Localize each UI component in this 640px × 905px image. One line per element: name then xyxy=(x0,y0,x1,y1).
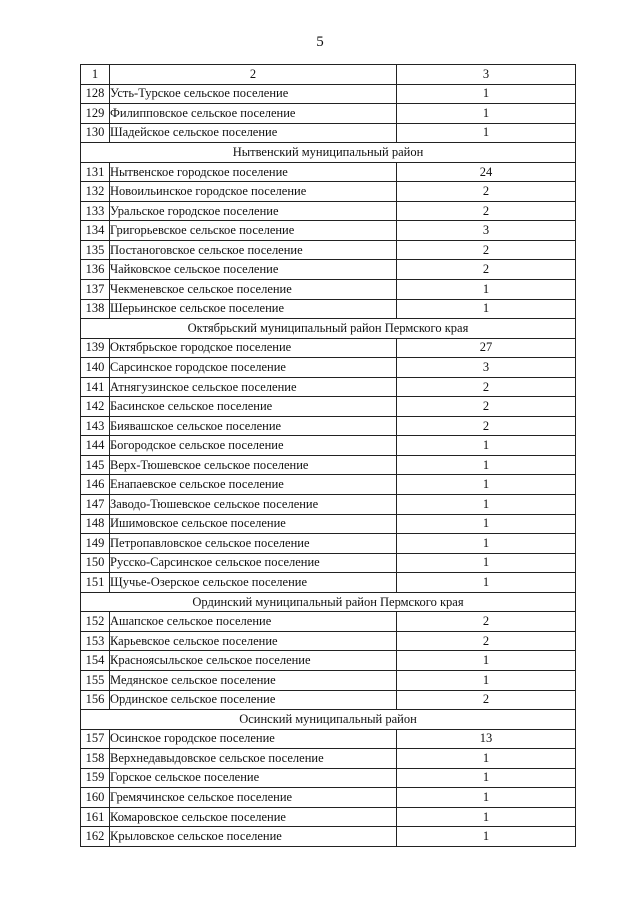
row-number-cell: 156 xyxy=(81,690,110,710)
settlement-name-cell: Басинское сельское поселение xyxy=(110,397,397,417)
settlement-name-cell: Постаноговское сельское поселение xyxy=(110,240,397,260)
quantity-cell: 1 xyxy=(397,749,576,769)
settlement-name-cell: Сарсинское городское поселение xyxy=(110,358,397,378)
row-number-cell: 131 xyxy=(81,162,110,182)
settlement-name-cell: Петропавловское сельское поселение xyxy=(110,534,397,554)
settlement-name-cell: Ординское сельское поселение xyxy=(110,690,397,710)
quantity-cell: 3 xyxy=(397,221,576,241)
table-row xyxy=(81,475,576,495)
settlement-name-cell: Чекменевское сельское поселение xyxy=(110,280,397,300)
quantity-cell: 1 xyxy=(397,788,576,808)
settlement-name-cell: Шадейское сельское поселение xyxy=(110,123,397,143)
section-title-cell: Осинский муниципальный район xyxy=(81,710,576,730)
row-number-cell: 146 xyxy=(81,475,110,495)
table-row xyxy=(81,729,576,749)
quantity-cell: 1 xyxy=(397,104,576,124)
table-row xyxy=(81,260,576,280)
settlement-name-cell: Заводо-Тюшевское сельское поселение xyxy=(110,495,397,515)
row-number-cell: 160 xyxy=(81,788,110,808)
settlement-name-cell: Верхнедавыдовское сельское поселение xyxy=(110,749,397,769)
settlement-name-cell: Енапаевское сельское поселение xyxy=(110,475,397,495)
quantity-cell: 1 xyxy=(397,514,576,534)
table-row xyxy=(81,358,576,378)
row-number-cell: 137 xyxy=(81,280,110,300)
quantity-cell: 2 xyxy=(397,201,576,221)
quantity-cell: 1 xyxy=(397,299,576,319)
quantity-cell: 1 xyxy=(397,670,576,690)
table-row xyxy=(81,201,576,221)
table-row xyxy=(81,84,576,104)
quantity-cell: 24 xyxy=(397,162,576,182)
row-number-cell: 142 xyxy=(81,397,110,417)
table-row xyxy=(81,299,576,319)
table-row xyxy=(81,690,576,710)
page-number: 5 xyxy=(316,34,324,50)
table-row xyxy=(81,280,576,300)
settlement-name-cell: Русско-Сарсинское сельское поселение xyxy=(110,553,397,573)
quantity-cell: 2 xyxy=(397,631,576,651)
table-row xyxy=(81,553,576,573)
row-number-cell: 139 xyxy=(81,338,110,358)
quantity-cell: 2 xyxy=(397,416,576,436)
row-number-cell: 149 xyxy=(81,534,110,554)
settlement-name-cell: Ишимовское сельское поселение xyxy=(110,514,397,534)
settlement-name-cell: Красноясыльское сельское поселение xyxy=(110,651,397,671)
table-row xyxy=(81,670,576,690)
settlement-name-cell: Верх-Тюшевское сельское поселение xyxy=(110,455,397,475)
settlement-name-cell: Крыловское сельское поселение xyxy=(110,827,397,847)
row-number-cell: 133 xyxy=(81,201,110,221)
settlement-name-cell: Бияваш​ское сельское поселение xyxy=(110,416,397,436)
row-number-cell: 152 xyxy=(81,612,110,632)
settlement-name-cell: Новоильинское городское поселение xyxy=(110,182,397,202)
settlement-name-cell: Григорьевское сельское поселение xyxy=(110,221,397,241)
row-number-cell: 148 xyxy=(81,514,110,534)
table-row xyxy=(81,182,576,202)
table-row xyxy=(81,104,576,124)
quantity-cell: 27 xyxy=(397,338,576,358)
row-number-cell: 153 xyxy=(81,631,110,651)
header-name-cell: 2 xyxy=(110,65,397,85)
quantity-cell: 1 xyxy=(397,84,576,104)
settlement-name-cell: Гремячинское сельское поселение xyxy=(110,788,397,808)
section-row xyxy=(81,710,576,730)
row-number-cell: 155 xyxy=(81,670,110,690)
quantity-cell: 13 xyxy=(397,729,576,749)
settlement-name-cell: Осинское городское поселение xyxy=(110,729,397,749)
row-number-cell: 162 xyxy=(81,827,110,847)
section-row xyxy=(81,319,576,339)
quantity-cell: 1 xyxy=(397,123,576,143)
row-number-cell: 134 xyxy=(81,221,110,241)
row-number-cell: 130 xyxy=(81,123,110,143)
header-quantity-cell: 3 xyxy=(397,65,576,85)
table-row xyxy=(81,455,576,475)
settlements-table xyxy=(80,64,576,847)
quantity-cell: 1 xyxy=(397,534,576,554)
section-title-cell: Нытвенский муниципальный район xyxy=(81,143,576,163)
settlement-name-cell: Горское сельское поселение xyxy=(110,768,397,788)
table-row xyxy=(81,495,576,515)
row-number-cell: 158 xyxy=(81,749,110,769)
row-number-cell: 150 xyxy=(81,553,110,573)
row-number-cell: 138 xyxy=(81,299,110,319)
quantity-cell: 1 xyxy=(397,573,576,593)
settlement-name-cell: Филипповское сельское поселение xyxy=(110,104,397,124)
table-row xyxy=(81,573,576,593)
row-number-cell: 136 xyxy=(81,260,110,280)
quantity-cell: 1 xyxy=(397,553,576,573)
settlement-name-cell: Щучье-Озерское сельское поселение xyxy=(110,573,397,593)
table-row xyxy=(81,749,576,769)
row-number-cell: 154 xyxy=(81,651,110,671)
quantity-cell: 1 xyxy=(397,280,576,300)
quantity-cell: 1 xyxy=(397,455,576,475)
table-row xyxy=(81,377,576,397)
row-number-cell: 128 xyxy=(81,84,110,104)
table-row xyxy=(81,416,576,436)
row-number-cell: 141 xyxy=(81,377,110,397)
row-number-cell: 140 xyxy=(81,358,110,378)
quantity-cell: 2 xyxy=(397,377,576,397)
table-row xyxy=(81,651,576,671)
table-row xyxy=(81,534,576,554)
row-number-cell: 147 xyxy=(81,495,110,515)
header-number-cell: 1 xyxy=(81,65,110,85)
settlement-name-cell: Комаровское сельское поселение xyxy=(110,807,397,827)
table-row xyxy=(81,827,576,847)
table-row xyxy=(81,240,576,260)
quantity-cell: 1 xyxy=(397,475,576,495)
quantity-cell: 1 xyxy=(397,651,576,671)
settlement-name-cell: Нытвенское городское поселение xyxy=(110,162,397,182)
quantity-cell: 2 xyxy=(397,240,576,260)
settlement-name-cell: Богородское сельское поселение xyxy=(110,436,397,456)
quantity-cell: 1 xyxy=(397,495,576,515)
row-number-cell: 132 xyxy=(81,182,110,202)
quantity-cell: 2 xyxy=(397,612,576,632)
table-row xyxy=(81,514,576,534)
settlement-name-cell: Усть-Турское сельское поселение xyxy=(110,84,397,104)
row-number-cell: 151 xyxy=(81,573,110,593)
settlement-name-cell: Атнягузинское сельское поселение xyxy=(110,377,397,397)
settlement-name-cell: Ашапское сельское поселение xyxy=(110,612,397,632)
table-row xyxy=(81,612,576,632)
section-row xyxy=(81,592,576,612)
table-row xyxy=(81,788,576,808)
table-row xyxy=(81,123,576,143)
section-row xyxy=(81,143,576,163)
table-row xyxy=(81,631,576,651)
quantity-cell: 1 xyxy=(397,768,576,788)
row-number-cell: 143 xyxy=(81,416,110,436)
table-row xyxy=(81,436,576,456)
settlement-name-cell: Медянское сельское поселение xyxy=(110,670,397,690)
settlement-name-cell: Шерьинское сельское поселение xyxy=(110,299,397,319)
quantity-cell: 1 xyxy=(397,807,576,827)
quantity-cell: 1 xyxy=(397,827,576,847)
row-number-cell: 145 xyxy=(81,455,110,475)
row-number-cell: 161 xyxy=(81,807,110,827)
table-body xyxy=(81,65,576,847)
row-number-cell: 144 xyxy=(81,436,110,456)
row-number-cell: 129 xyxy=(81,104,110,124)
table-header-row xyxy=(81,65,576,85)
table-row xyxy=(81,768,576,788)
settlement-name-cell: Уральское городское поселение xyxy=(110,201,397,221)
section-title-cell: Ординский муниципальный район Пермского края xyxy=(81,592,576,612)
table-row xyxy=(81,221,576,241)
quantity-cell: 2 xyxy=(397,690,576,710)
table-row xyxy=(81,162,576,182)
row-number-cell: 159 xyxy=(81,768,110,788)
row-number-cell: 157 xyxy=(81,729,110,749)
quantity-cell: 2 xyxy=(397,182,576,202)
quantity-cell: 3 xyxy=(397,358,576,378)
settlement-name-cell: Чайковское сельское поселение xyxy=(110,260,397,280)
quantity-cell: 2 xyxy=(397,260,576,280)
row-number-cell: 135 xyxy=(81,240,110,260)
settlement-name-cell: Карьевское сельское поселение xyxy=(110,631,397,651)
quantity-cell: 1 xyxy=(397,436,576,456)
table-row xyxy=(81,807,576,827)
table-row xyxy=(81,397,576,417)
quantity-cell: 2 xyxy=(397,397,576,417)
section-title-cell: Октябрьский муниципальный район Пермского края xyxy=(81,319,576,339)
table-row xyxy=(81,338,576,358)
settlement-name-cell: Октябрьское городское поселение xyxy=(110,338,397,358)
